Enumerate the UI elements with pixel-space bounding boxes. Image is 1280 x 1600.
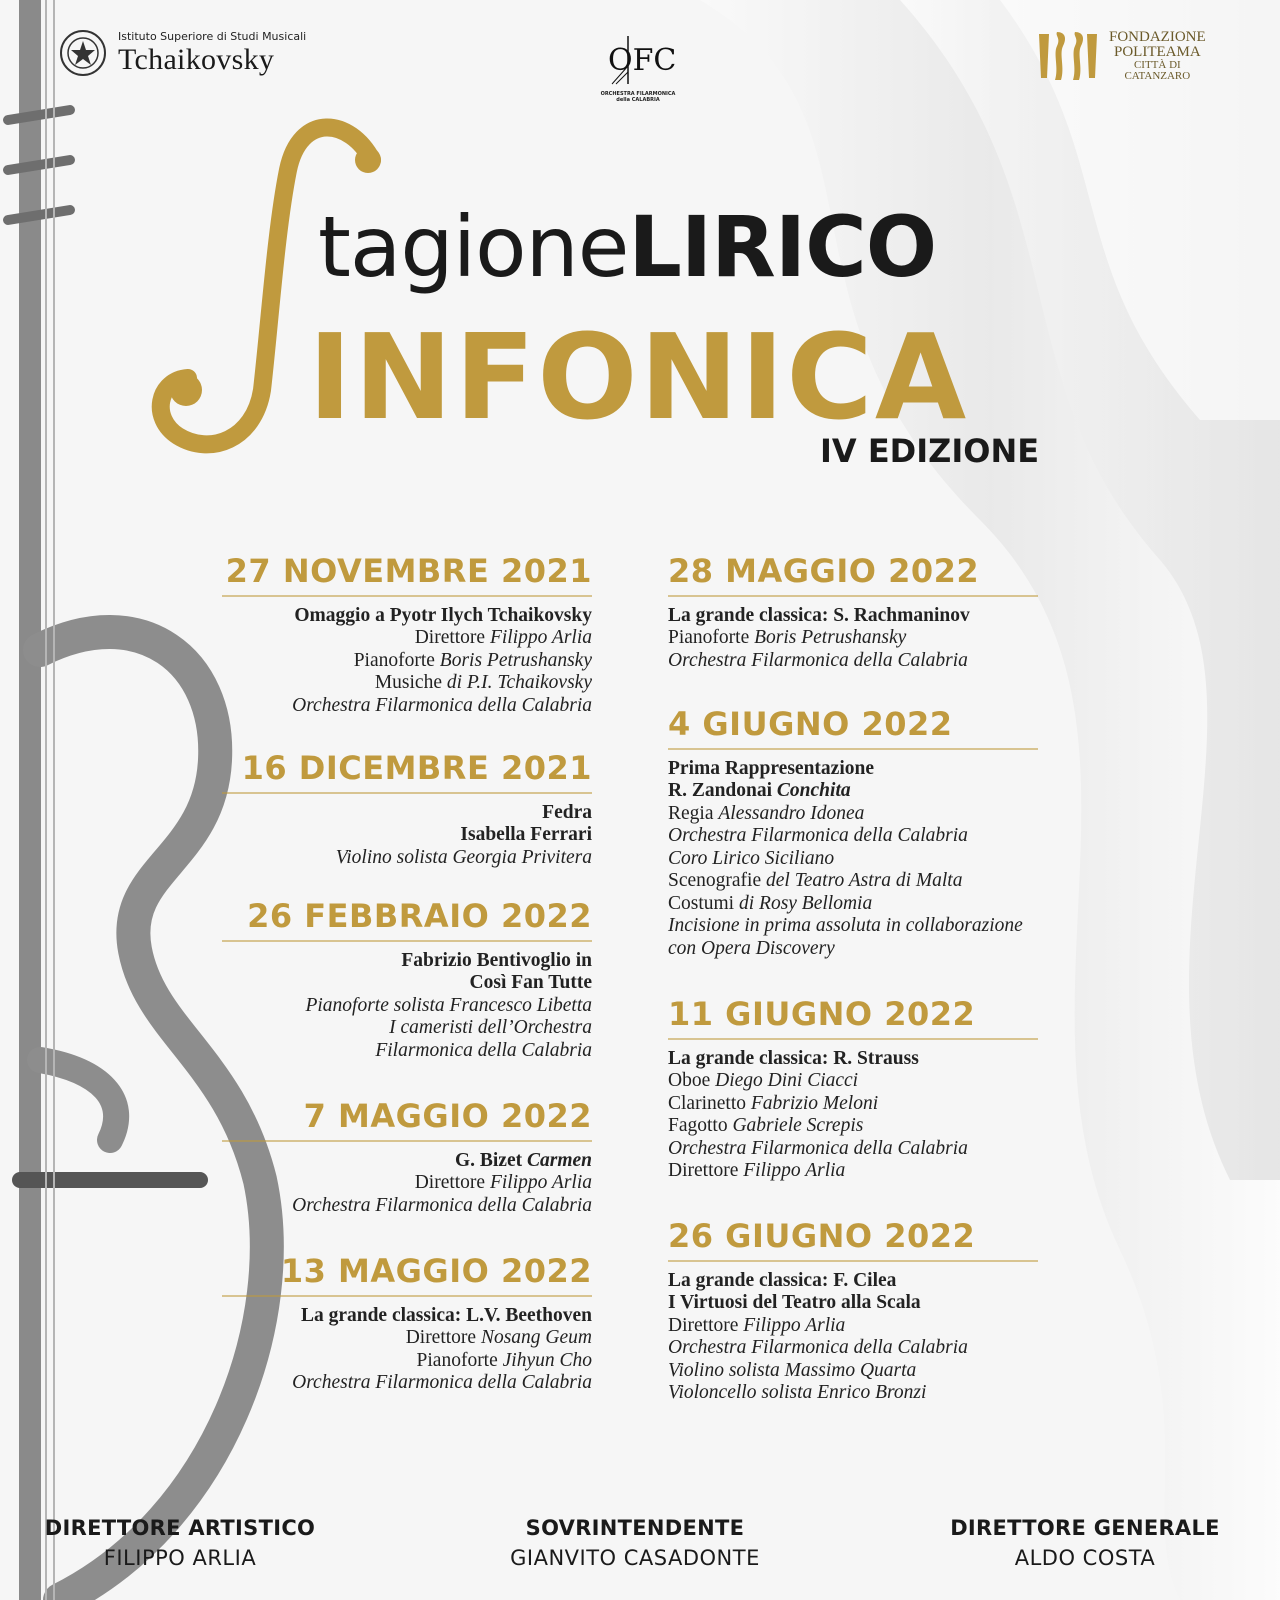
event-detail-text: Filippo Arlia — [489, 1172, 592, 1194]
event-detail-text: Orchestra Filarmonica della Calabria — [292, 694, 592, 716]
event-date: 28 MAGGIO 2022 — [668, 552, 980, 590]
foundation-line-3: CITTÀ DI — [1133, 59, 1181, 71]
event-divider — [222, 1295, 592, 1297]
event-detail-text: Nosang Geum — [480, 1327, 592, 1349]
foundation-logo[interactable] — [1035, 28, 1206, 84]
credit-name: FILIPPO ARLIA — [103, 1546, 257, 1570]
event-detail-text: Pianoforte — [416, 1349, 503, 1371]
event-date: 27 NOVEMBRE 2021 — [225, 552, 592, 590]
credit-name: ALDO COSTA — [1014, 1546, 1156, 1570]
ofc-monogram-icon — [598, 26, 678, 92]
event-detail-text: Fabrizio Meloni — [750, 1092, 879, 1114]
event-detail-text: Filippo Arlia — [743, 1160, 846, 1182]
event-detail-line — [668, 915, 1038, 938]
event-detail-text: Violino solista Massimo Quarta — [668, 1359, 917, 1381]
event-detail-text: I cameristi dell’Orchestra — [389, 1017, 592, 1039]
event-detail-line — [222, 650, 592, 673]
foundation-line-1: FONDAZIONE — [1109, 29, 1206, 45]
foundation-line-4: CATANZARO — [1124, 70, 1191, 82]
title-line-1 — [318, 198, 937, 296]
event-date: 7 MAGGIO 2022 — [303, 1097, 592, 1135]
event-detail-line — [668, 1160, 1038, 1183]
event-block — [222, 1252, 592, 1395]
event-detail-text: G. Bizet — [454, 1149, 527, 1171]
event-detail-text: Isabella Ferrari — [460, 824, 592, 846]
event-block — [222, 1097, 592, 1217]
edition-label: IV EDIZIONE — [820, 432, 1040, 470]
orchestra-logo-text: OFC — [608, 43, 677, 78]
event-date: 26 FEBBRAIO 2022 — [247, 897, 592, 935]
event-block — [668, 552, 1038, 672]
event-divider — [668, 748, 1038, 750]
event-detail-text: di P.I. Tchaikovsky — [446, 672, 592, 694]
title-lirico: LIRICO — [628, 198, 937, 296]
event-divider — [222, 940, 592, 942]
event-detail-line — [668, 1360, 1038, 1383]
orchestra-caption: ORCHESTRA FILARMONICA della CALABRIA — [600, 91, 676, 103]
event-detail-line — [222, 627, 592, 650]
event-detail-text: Direttore — [668, 1314, 744, 1336]
event-detail-line — [668, 1138, 1038, 1161]
institute-logo[interactable] — [58, 28, 306, 78]
event-detail-line — [668, 1337, 1038, 1360]
event-block — [222, 897, 592, 1062]
event-detail-line — [222, 1305, 592, 1328]
event-detail-text: Prima Rappresentazione — [668, 757, 874, 779]
event-detail-text: Orchestra Filarmonica della Calabria — [668, 1137, 968, 1159]
event-detail-text: Fabrizio Bentivoglio in — [401, 949, 592, 971]
event-detail-line — [668, 1048, 1038, 1071]
event-detail-text: Scenografie — [668, 870, 766, 892]
event-detail-line — [668, 803, 1038, 826]
event-detail-line — [668, 1270, 1038, 1293]
event-detail-text: Boris Petrushansky — [754, 627, 907, 649]
credit-name: GIANVITO CASADONTE — [510, 1546, 760, 1570]
event-detail-line — [222, 972, 592, 995]
event-detail-line — [222, 1172, 592, 1195]
event-detail-line — [668, 1070, 1038, 1093]
event-detail-text: Diego Dini Ciacci — [715, 1070, 859, 1092]
credit-artistic-director — [0, 1516, 360, 1570]
event-divider — [668, 1038, 1038, 1040]
event-detail-line — [222, 672, 592, 695]
event-detail-text: Pianoforte — [668, 627, 755, 649]
event-detail-line — [668, 1093, 1038, 1116]
event-detail-text: Carmen — [526, 1149, 592, 1171]
event-detail-line — [668, 938, 1038, 961]
event-detail-text: di Rosy Bellomia — [738, 892, 873, 914]
event-divider — [668, 595, 1038, 597]
event-detail-line — [668, 825, 1038, 848]
event-detail-text: Boris Petrushansky — [439, 649, 592, 671]
institute-name: Tchaikovsky — [118, 43, 275, 77]
event-divider — [668, 1260, 1038, 1262]
institute-subtitle: Istituto Superiore di Studi Musicali — [118, 29, 307, 43]
orchestra-logo[interactable] — [598, 26, 678, 103]
event-detail-line — [668, 1115, 1038, 1138]
event-detail-text: Coro Lirico Siciliano — [668, 847, 835, 869]
event-detail-line — [668, 780, 1038, 803]
event-detail-line — [668, 870, 1038, 893]
columns-icon — [1035, 28, 1101, 84]
event-date: 4 GIUGNO 2022 — [668, 705, 953, 743]
event-block — [222, 749, 592, 869]
event-detail-line — [222, 605, 592, 628]
event-detail-text: Omaggio a Pyotr Ilych Tchaikovsky — [294, 604, 592, 626]
event-detail-line — [222, 995, 592, 1018]
event-detail-text: Violoncello solista Enrico Bronzi — [668, 1382, 927, 1404]
event-detail-line — [668, 1315, 1038, 1338]
event-date: 13 MAGGIO 2022 — [280, 1252, 592, 1290]
event-detail-line — [222, 824, 592, 847]
event-detail-text: La grande classica: F. Cilea — [668, 1269, 897, 1291]
event-divider — [222, 1140, 592, 1142]
event-detail-line — [222, 1040, 592, 1063]
event-detail-line — [668, 1382, 1038, 1405]
event-detail-text: R. Zandonai — [668, 780, 777, 802]
event-detail-line — [668, 1292, 1038, 1315]
event-detail-line — [222, 1195, 592, 1218]
event-detail-text: Direttore — [414, 1172, 490, 1194]
event-detail-text: Oboe — [668, 1070, 716, 1092]
event-detail-text: La grande classica: R. Strauss — [668, 1047, 919, 1069]
event-detail-text: Costumi — [668, 892, 739, 914]
event-date: 16 DICEMBRE 2021 — [241, 749, 592, 787]
event-detail-text: Direttore — [405, 1327, 481, 1349]
event-detail-text: Orchestra Filarmonica della Calabria — [668, 1337, 968, 1359]
event-divider — [222, 792, 592, 794]
event-detail-text: Filippo Arlia — [489, 627, 592, 649]
event-detail-text: del Teatro Astra di Malta — [766, 870, 963, 892]
credit-general-director — [905, 1516, 1265, 1570]
event-detail-text: Orchestra Filarmonica della Calabria — [668, 649, 968, 671]
event-detail-text: Pianoforte — [353, 649, 440, 671]
event-detail-line — [668, 605, 1038, 628]
event-divider — [222, 595, 592, 597]
event-detail-text: Pianoforte solista Francesco Libetta — [305, 994, 592, 1016]
credit-superintendent — [455, 1516, 815, 1570]
event-detail-text: Conchita — [776, 780, 851, 802]
event-detail-text: Clarinetto — [668, 1092, 751, 1114]
event-detail-line — [668, 627, 1038, 650]
event-block — [668, 705, 1038, 960]
italian-republic-emblem-icon — [58, 28, 108, 78]
event-detail-text: Regia — [668, 802, 719, 824]
event-detail-text: Jihyun Cho — [502, 1349, 592, 1371]
event-detail-text: Così Fan Tutte — [469, 972, 592, 994]
event-detail-text: con Opera Discovery — [668, 937, 835, 959]
event-detail-line — [222, 847, 592, 870]
event-date: 26 GIUGNO 2022 — [668, 1217, 976, 1255]
event-detail-line — [222, 1327, 592, 1350]
event-detail-line — [668, 650, 1038, 673]
event-detail-text: Alessandro Idonea — [718, 802, 865, 824]
event-detail-line — [222, 695, 592, 718]
credit-role: DIRETTORE ARTISTICO — [44, 1516, 316, 1540]
event-detail-text: Incisione in prima assoluta in collaborazione — [668, 915, 1023, 937]
event-detail-line — [668, 893, 1038, 916]
event-detail-text: Musiche — [374, 672, 447, 694]
event-detail-line — [222, 1017, 592, 1040]
event-block — [668, 1217, 1038, 1405]
event-detail-text: Orchestra Filarmonica della Calabria — [292, 1372, 592, 1394]
foundation-line-2: POLITEAMA — [1114, 44, 1201, 60]
event-detail-line — [222, 1350, 592, 1373]
event-date: 11 GIUGNO 2022 — [668, 995, 976, 1033]
event-block — [222, 552, 592, 717]
title-sinfonica: INFONICA — [308, 308, 969, 446]
event-block — [668, 995, 1038, 1183]
event-detail-text: Violino solista Georgia Privitera — [335, 846, 592, 868]
event-detail-line — [222, 950, 592, 973]
event-detail-line — [222, 1372, 592, 1395]
event-detail-text: Orchestra Filarmonica della Calabria — [292, 1194, 592, 1216]
event-detail-text: Direttore — [414, 627, 490, 649]
event-detail-text: Fagotto — [668, 1115, 733, 1137]
event-detail-text: Orchestra Filarmonica della Calabria — [668, 825, 968, 847]
event-detail-text: I Virtuosi del Teatro alla Scala — [668, 1292, 921, 1314]
event-detail-line — [222, 802, 592, 825]
event-detail-text: Gabriele Screpis — [732, 1115, 864, 1137]
event-detail-text: La grande classica: L.V. Beethoven — [300, 1304, 592, 1326]
event-detail-line — [222, 1150, 592, 1173]
event-detail-line — [668, 848, 1038, 871]
event-detail-text: Filippo Arlia — [743, 1314, 846, 1336]
credit-role: SOVRINTENDENTE — [525, 1516, 745, 1540]
event-detail-text: Filarmonica della Calabria — [375, 1039, 592, 1061]
event-detail-text: La grande classica: S. Rachmaninov — [668, 604, 970, 626]
event-detail-line — [668, 758, 1038, 781]
title-stagione: tagione — [318, 198, 629, 296]
event-detail-text: Direttore — [668, 1160, 744, 1182]
credit-role: DIRETTORE GENERALE — [950, 1516, 1220, 1540]
event-detail-text: Fedra — [542, 801, 592, 823]
